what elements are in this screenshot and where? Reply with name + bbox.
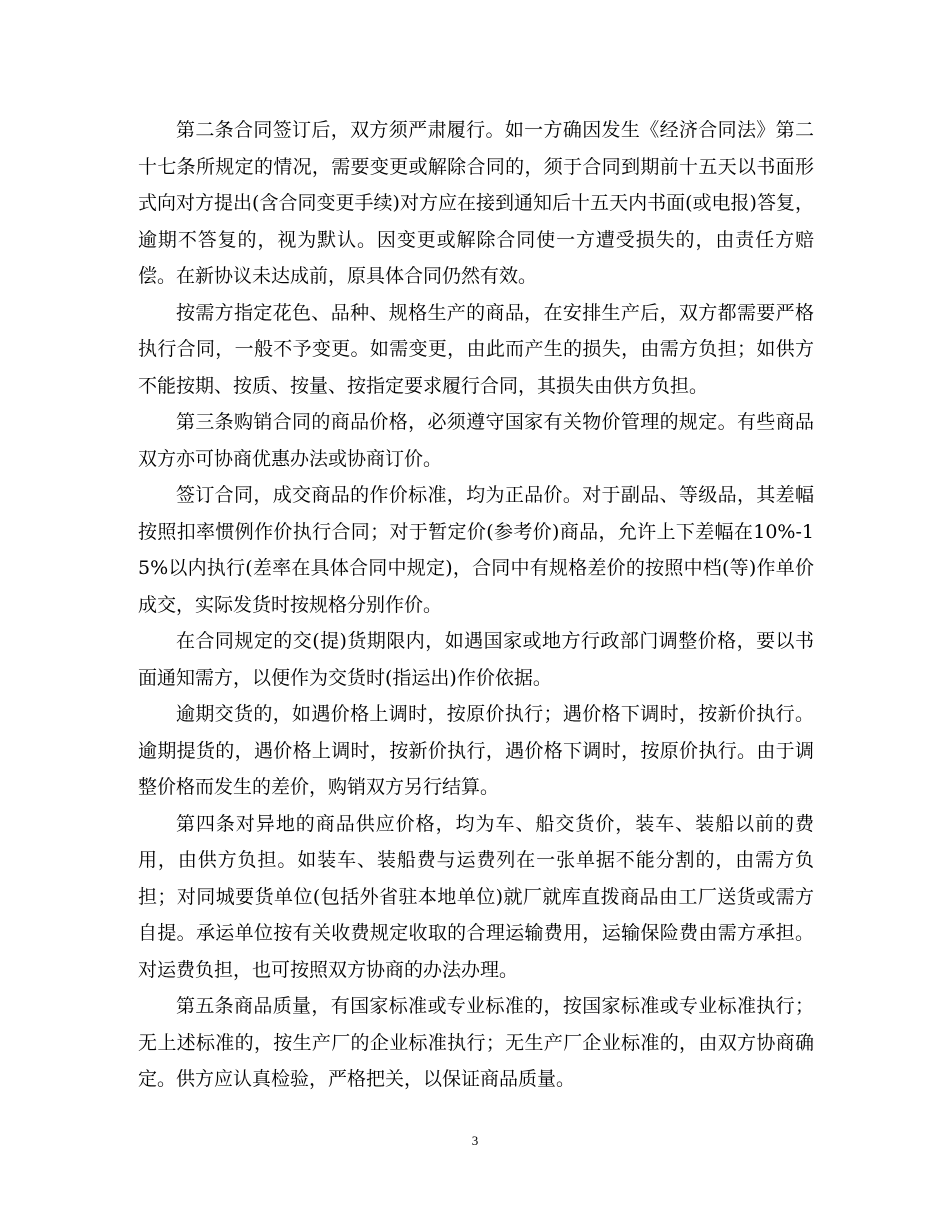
document-body: [138, 112, 814, 1098]
paragraph-specified-goods: 按需方指定花色、品种、规格生产的商品，在安排生产后，双方都需要严格执行合同，一般不予变更。如需变更，由此而产生的损失，由需方负担；如供方不能按期、按质、按量、按指定要求履行合同，其损失由供方负担。: [138, 301, 814, 397]
paragraph-overdue-delivery: 逾期交货的，如遇价格上调时，按原价执行；遇价格下调时，按新价执行。逾期提货的，遇价格上调时，按新价执行，遇价格下调时，按原价执行。由于调整价格而发生的差价，购销双方另行结算。: [138, 703, 814, 798]
paragraph-article-5: 第五条商品质量，有国家标准或专业标准的，按国家标准或专业标准执行；无上述标准的，按生产厂的企业标准执行；无生产厂企业标准的，由双方协商确定。供方应认真检验，严格把关，以保证商品质量。: [138, 995, 814, 1090]
page-number: 3: [471, 1133, 479, 1148]
paragraph-article-2: 第二条合同签订后，双方须严肃履行。如一方确因发生《经济合同法》第二十七条所规定的情况，需要变更或解除合同的，须于合同到期前十五天以书面形式向对方提出(含合同变更手续)对方应在接到通知后十五天内书面(或电报)答复，逾期不答复的，视为默认。因变更或解除合同使一方遭受损失的，由责任方赔偿。在新协议未达成前，原具体合同仍然有效。: [138, 119, 814, 287]
paragraph-pricing-standard: 签订合同，成交商品的作价标准，均为正品价。对于副品、等级品，其差幅按照扣率惯例作价执行合同；对于暂定价(参考价)商品，允许上下差幅在10%-15%以内执行(差率在具体合同中规定)，合同中有规格差价的按照中档(等)作单价成交，实际发货时按规格分别作价。: [138, 484, 814, 616]
paragraph-price-adjustment: 在合同规定的交(提)货期限内，如遇国家或地方行政部门调整价格，要以书面通知需方，以便作为交货时(指运出)作价依据。: [138, 630, 814, 689]
paragraph-article-4: 第四条对异地的商品供应价格，均为车、船交货价，装车、装船以前的费用，由供方负担。如装车、装船费与运费列在一张单据不能分割的，由需方负担；对同城要货单位(包括外省驻本地单位)就厂就库直拨商品由工厂送货或需方自提。承运单位按有关收费规定收取的合理运输费用，运输保险费由需方承担。对运费负担，也可按照双方协商的办法办理。: [138, 812, 814, 981]
paragraph-article-3: 第三条购销合同的商品价格，必须遵守国家有关物价管理的规定。有些商品双方亦可协商优惠办法或协商订价。: [138, 411, 814, 470]
